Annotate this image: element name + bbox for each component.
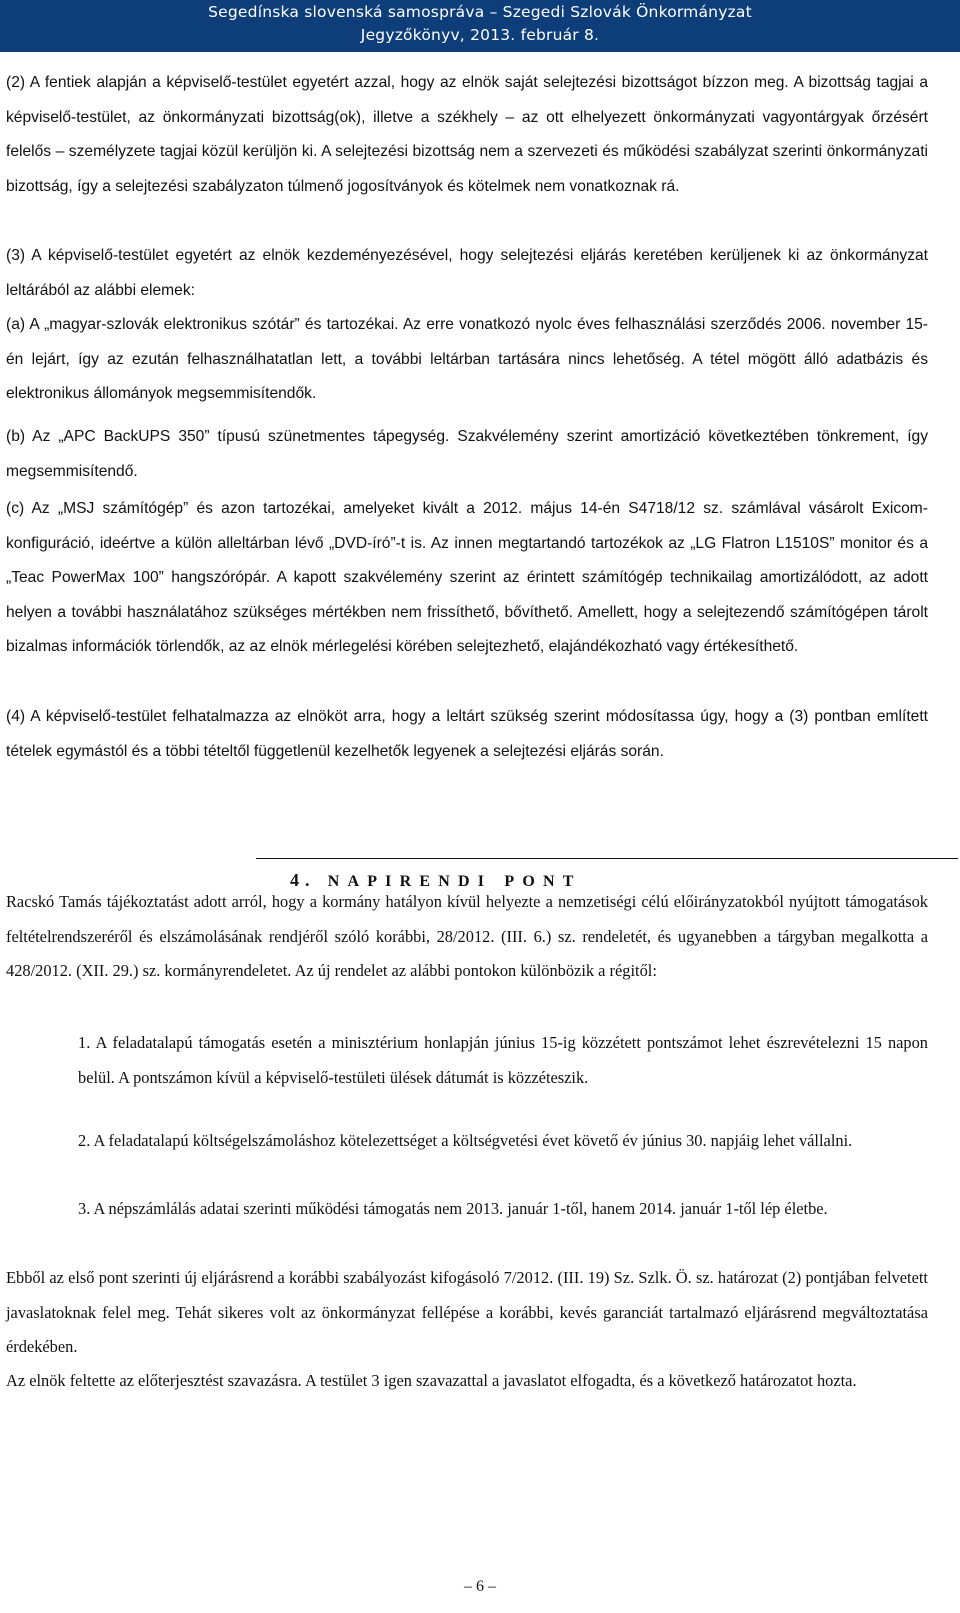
paragraph-3a: (a) A „magyar-szlovák elektronikus szótár” és tartozékai. Az erre vonatkozó nyolc éves felhasználási szerződés 2006. november 15-én lejárt, így az ezután felhasználhatatlan lett, a további leltárban tartására nincs lehetőség. A tétel mögött álló adatbázis és elektronikus állományok megsemmisítendők.	[6, 316, 928, 402]
paragraph-2: (2) A fentiek alapján a képviselő-testület egyetért azzal, hogy az elnök saját selejtezési bizottságot bízzon meg. A bizottság tagjai a képviselő-testület, az önkormányzati bizottság(ok), illetve a székhely – az ott elhelyezett önkormányzati vagyontárgyak őrzésért felelős – személyzete tagjai közül kerüljön ki. A selejtezési bizottság nem a szervezeti és működési szabályzat szerinti önkormányzati bizottság, így a selejtezési szabályzaton túlmenő jogosítványok és kötelmek nem vonatkoznak rá.	[6, 74, 928, 195]
section-divider	[256, 858, 958, 859]
document-header	[0, 0, 960, 52]
paragraph-3b: (b) Az „APC BackUPS 350” típusú szünetmentes tápegység. Szakvélemény szerint amortizáció következtében tönkrement, így megsemmisítendő.	[6, 428, 928, 480]
header-subtitle: Jegyzőkönyv, 2013. február 8.	[360, 26, 600, 44]
header-title: Segedínska slovenská samospráva – Szegedi Szlovák Önkormányzat	[208, 3, 752, 21]
agenda-item-1: 1. A feladatalapú támogatás esetén a minisztérium honlapján június 15-ig közzétett pontszámot lehet észrevételezni 15 napon belül. A pontszámon kívül a képviselő-testületi ülések dátumát is közzéteszik.	[78, 1033, 928, 1087]
agenda-followup: Ebből az első pont szerinti új eljárásrend a korábbi szabályozást kifogásoló 7/2012. (III. 19) Sz. Szlk. Ö. sz. határozat (2) pontjában felvetett javaslatoknak felel meg. Tehát sikeres volt az önkormányzat fellépése a korábbi, kevés garanciát tartalmazó eljárásrend megváltoztatása érdekében.	[6, 1268, 928, 1356]
paragraph-4: (4) A képviselő-testület felhatalmazza az elnököt arra, hogy a leltárt szükség szerint módosítassa úgy, hogy a (3) pontban említett tételek egymástól és a többi tételtől függetlenül kezelhetők legyenek a selejtezési eljárás során.	[6, 708, 928, 760]
agenda-item-2: 2. A feladatalapú költségelszámoláshoz kötelezettséget a költségvetési évet követő év június 30. napjáig lehet vállalni.	[78, 1131, 853, 1150]
section-number: 4.	[290, 870, 316, 890]
section-title-text: NAPIRENDI PONT	[327, 873, 582, 890]
agenda-intro: Racskó Tamás tájékoztatást adott arról, hogy a kormány hatályon kívül helyezte a nemzetiségi célú előirányzatokból nyújtott támogatások feltételrendszeréről és elszámolásának rendjéről szóló korábbi, 28/2012. (III. 6.) sz. rendeletét, és ugyanebben a tárgyban megalkotta a 428/2012. (XII. 29.) sz. kormányrendeletet. Az új rendelet az alábbi pontokon különbözik a régitől:	[6, 892, 928, 980]
page-number: – 6 –	[464, 1578, 496, 1595]
paragraph-3: (3) A képviselő-testület egyetért az elnök kezdeményezésével, hogy selejtezési eljárás keretében kerüljenek ki az önkormányzat leltárából az alábbi elemek:	[6, 247, 928, 299]
paragraph-3c: (c) Az „MSJ számítógép” és azon tartozékai, amelyeket kivált a 2012. május 14-én S4718/12 sz. számlával vásárolt Exicom-konfiguráció, ideértve a külön alleltárban lévő „DVD-író”-t is. Az innen megtartandó tartozékok az „LG Flatron L1510S” monitor és a „Teac PowerMax 100” hangszórópár. A kapott szakvélemény szerint az érintett számítógép technikailag amortizálódott, az adott helyen a további használatához szükséges mértékben nem frissíthető, bővíthető. Amellett, hogy a selejtezendő számítógépen tárolt bizalmas információk törlendők, az az elnök mérlegelési körében selejtezhető, elajándékozható vagy értékesíthető.	[6, 500, 928, 655]
agenda-vote: Az elnök feltette az előterjesztést szavazásra. A testület 3 igen szavazattal a javaslatot elfogadta, és a következő határozatot hozta.	[6, 1371, 857, 1390]
agenda-item-3: 3. A népszámlálás adatai szerinti működési támogatás nem 2013. január 1-től, hanem 2014. január 1-től lép életbe.	[78, 1199, 828, 1218]
